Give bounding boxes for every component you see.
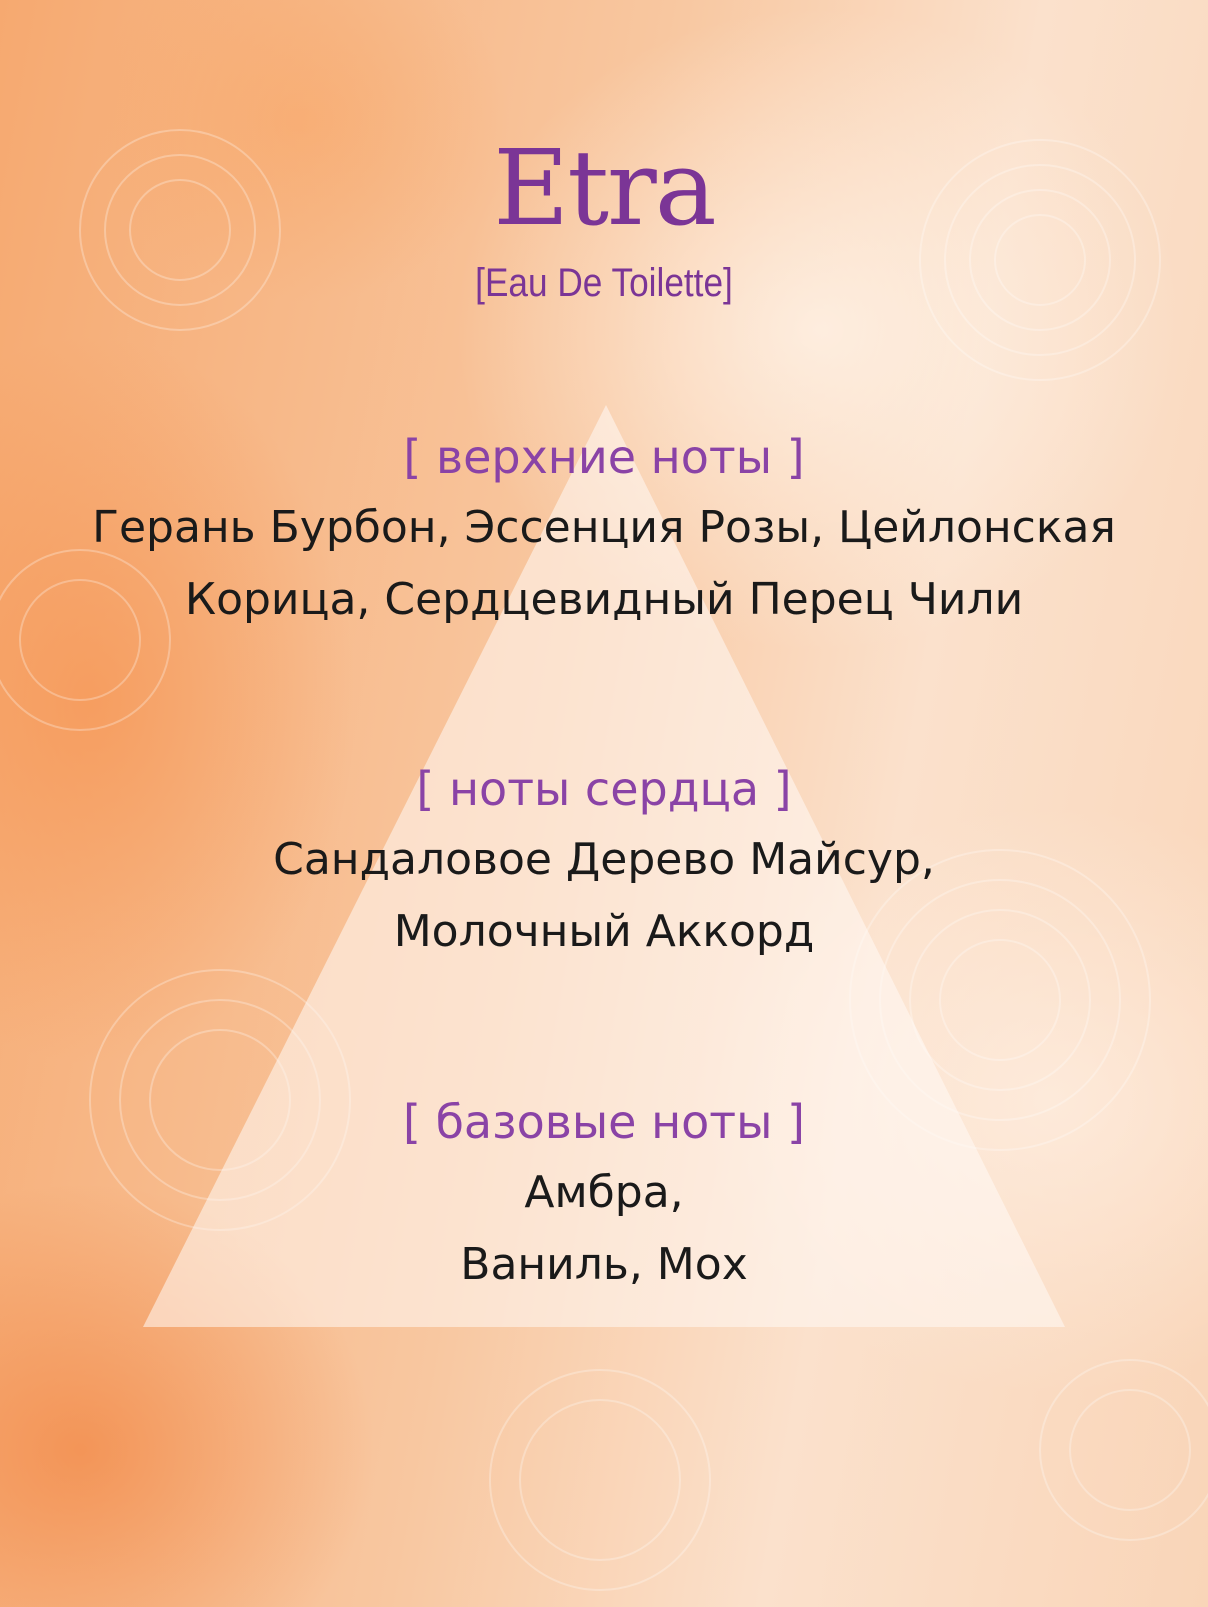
top-notes-line-1: Герань Бурбон, Эссенция Розы, Цейлонская [92,502,1116,553]
top-notes-line-2: Корица, Сердцевидный Перец Чили [184,574,1024,625]
page-title: Etra [493,127,715,249]
heart-notes-line-1: Сандаловое Дерево Майсур, [273,834,935,885]
heart-notes-line-2: Молочный Аккорд [393,906,815,957]
heart-notes-label: [ ноты сердца ] [416,762,792,816]
product-type: [Eau De Toilette] [475,261,733,305]
base-notes-label: [ базовые ноты ] [403,1095,805,1149]
base-notes-line-2: Ваниль, Мох [460,1239,748,1290]
base-notes-line-1: Амбра, [524,1167,684,1218]
top-notes-label: [ верхние ноты ] [403,430,805,484]
